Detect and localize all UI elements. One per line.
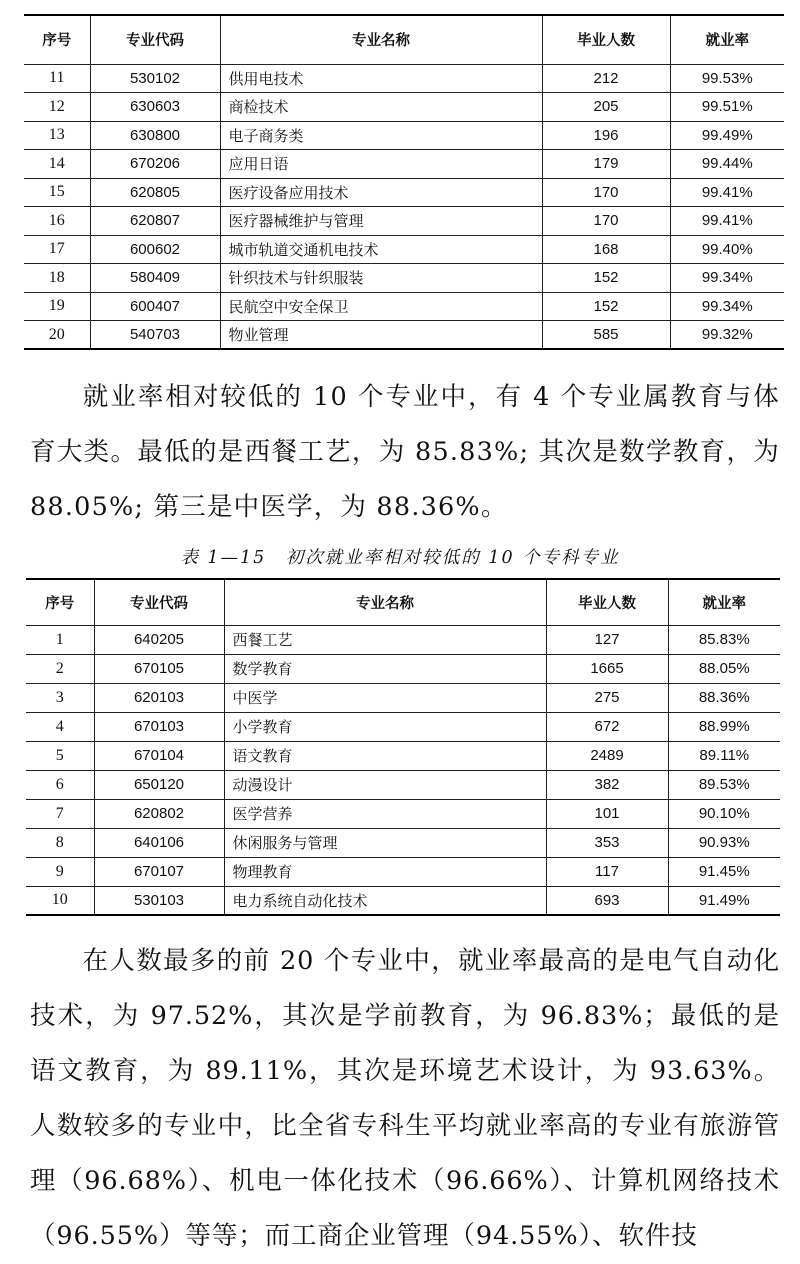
cell-code: 670206 [90,150,220,179]
cell-graduates: 101 [546,799,668,828]
table-row [24,321,784,350]
cell-graduates: 205 [542,93,670,122]
header-code: 专业代码 [94,579,224,625]
cell-code: 670104 [94,741,224,770]
cell-index: 11 [24,64,90,93]
header-graduates: 毕业人数 [546,579,668,625]
cell-code: 530102 [90,64,220,93]
cell-rate: 90.10% [668,799,780,828]
cell-name: 西餐工艺 [224,625,546,654]
table-row [26,857,780,886]
cell-rate: 88.36% [668,683,780,712]
table-row [26,712,780,741]
cell-name: 动漫设计 [224,770,546,799]
cell-code: 640106 [94,828,224,857]
cell-graduates: 1665 [546,654,668,683]
table-row [26,683,780,712]
table-row [24,178,784,207]
cell-name: 物业管理 [220,321,542,350]
cell-graduates: 2489 [546,741,668,770]
cell-rate: 85.83% [668,625,780,654]
header-code: 专业代码 [90,15,220,64]
cell-rate: 99.51% [670,93,784,122]
cell-name: 中医学 [224,683,546,712]
cell-name: 医疗器械维护与管理 [220,207,542,236]
cell-graduates: 382 [546,770,668,799]
cell-name: 应用日语 [220,150,542,179]
cell-graduates: 127 [546,625,668,654]
cell-index: 2 [26,654,94,683]
cell-name: 针织技术与针织服装 [220,264,542,293]
cell-index: 1 [26,625,94,654]
paragraph-top20-summary: 在人数最多的前 20 个专业中，就业率最高的是电气自动化技术，为 97.52%，其次是学前教育，为 96.83%；最低的是语文教育，为 89.11%，其次是环境艺术设计，为 93.63%。人数较多的专业中，比全省专科生平均就业率高的专业有旅游管理（96.68%）、机电一体化技术（96.66%）、计算机网络技术（96.55%）等等；而工商企业管理（94.55%）、软件技 [30,946,780,1251]
cell-code: 530103 [94,886,224,915]
cell-name: 医学营养 [224,799,546,828]
cell-rate: 99.41% [670,207,784,236]
cell-graduates: 672 [546,712,668,741]
cell-name: 商检技术 [220,93,542,122]
cell-index: 9 [26,857,94,886]
cell-code: 620802 [94,799,224,828]
cell-index: 18 [24,264,90,293]
cell-code: 620807 [90,207,220,236]
cell-graduates: 353 [546,828,668,857]
cell-rate: 99.34% [670,292,784,321]
cell-name: 电子商务类 [220,121,542,150]
cell-code: 600602 [90,235,220,264]
table-row [24,150,784,179]
cell-index: 20 [24,321,90,350]
low-ranked-majors-table [26,578,780,916]
cell-rate: 89.53% [668,770,780,799]
cell-rate: 91.49% [668,886,780,915]
table-row [24,64,784,93]
cell-code: 670103 [94,712,224,741]
cell-rate: 88.05% [668,654,780,683]
cell-rate: 91.45% [668,857,780,886]
header-index: 序号 [26,579,94,625]
cell-index: 4 [26,712,94,741]
table-row [24,264,784,293]
cell-rate: 99.32% [670,321,784,350]
cell-name: 城市轨道交通机电技术 [220,235,542,264]
cell-rate: 88.99% [668,712,780,741]
cell-rate: 99.34% [670,264,784,293]
cell-graduates: 179 [542,150,670,179]
table-row [24,121,784,150]
cell-index: 12 [24,93,90,122]
cell-name: 民航空中安全保卫 [220,292,542,321]
cell-index: 7 [26,799,94,828]
cell-name: 供用电技术 [220,64,542,93]
table-row [26,886,780,915]
table-row [26,741,780,770]
cell-rate: 99.44% [670,150,784,179]
cell-graduates: 196 [542,121,670,150]
cell-name: 电力系统自动化技术 [224,886,546,915]
table-row [26,770,780,799]
table-row [26,625,780,654]
table-caption: 表 1—15 初次就业率相对较低的 10 个专科专业 [180,548,620,568]
cell-name: 小学教育 [224,712,546,741]
cell-index: 10 [26,886,94,915]
cell-name: 数学教育 [224,654,546,683]
cell-graduates: 168 [542,235,670,264]
cell-code: 630603 [90,93,220,122]
cell-index: 6 [26,770,94,799]
cell-graduates: 585 [542,321,670,350]
cell-name: 休闲服务与管理 [224,828,546,857]
cell-index: 13 [24,121,90,150]
header-name: 专业名称 [224,579,546,625]
cell-graduates: 693 [546,886,668,915]
cell-code: 620103 [94,683,224,712]
cell-graduates: 152 [542,264,670,293]
top-ranked-majors-table [24,14,784,350]
cell-rate: 90.93% [668,828,780,857]
table-row [24,93,784,122]
cell-name: 语文教育 [224,741,546,770]
cell-name: 医疗设备应用技术 [220,178,542,207]
table-row [26,654,780,683]
header-graduates: 毕业人数 [542,15,670,64]
cell-graduates: 152 [542,292,670,321]
table-row [24,235,784,264]
cell-index: 14 [24,150,90,179]
table-row [26,799,780,828]
cell-rate: 89.11% [668,741,780,770]
table-header-row [26,579,780,625]
cell-code: 650120 [94,770,224,799]
header-rate: 就业率 [670,15,784,64]
cell-name: 物理教育 [224,857,546,886]
cell-code: 670107 [94,857,224,886]
cell-rate: 99.49% [670,121,784,150]
cell-code: 600407 [90,292,220,321]
cell-index: 8 [26,828,94,857]
cell-code: 640205 [94,625,224,654]
header-rate: 就业率 [668,579,780,625]
cell-index: 5 [26,741,94,770]
cell-code: 620805 [90,178,220,207]
cell-graduates: 212 [542,64,670,93]
table-header-row [24,15,784,64]
cell-code: 630800 [90,121,220,150]
table-row [24,207,784,236]
cell-rate: 99.40% [670,235,784,264]
cell-graduates: 170 [542,207,670,236]
table-row [24,292,784,321]
cell-graduates: 117 [546,857,668,886]
cell-index: 15 [24,178,90,207]
cell-code: 670105 [94,654,224,683]
cell-code: 540703 [90,321,220,350]
cell-index: 16 [24,207,90,236]
table-row [26,828,780,857]
header-name: 专业名称 [220,15,542,64]
cell-rate: 99.53% [670,64,784,93]
cell-index: 19 [24,292,90,321]
cell-graduates: 275 [546,683,668,712]
cell-rate: 99.41% [670,178,784,207]
cell-graduates: 170 [542,178,670,207]
header-index: 序号 [24,15,90,64]
cell-index: 3 [26,683,94,712]
cell-index: 17 [24,235,90,264]
paragraph-low-rate-summary: 就业率相对较低的 10 个专业中，有 4 个专业属教育与体育大类。最低的是西餐工艺，为 85.83%; 其次是数学教育，为 88.05%; 第三是中医学，为 88.36%。 [30,382,780,522]
cell-code: 580409 [90,264,220,293]
